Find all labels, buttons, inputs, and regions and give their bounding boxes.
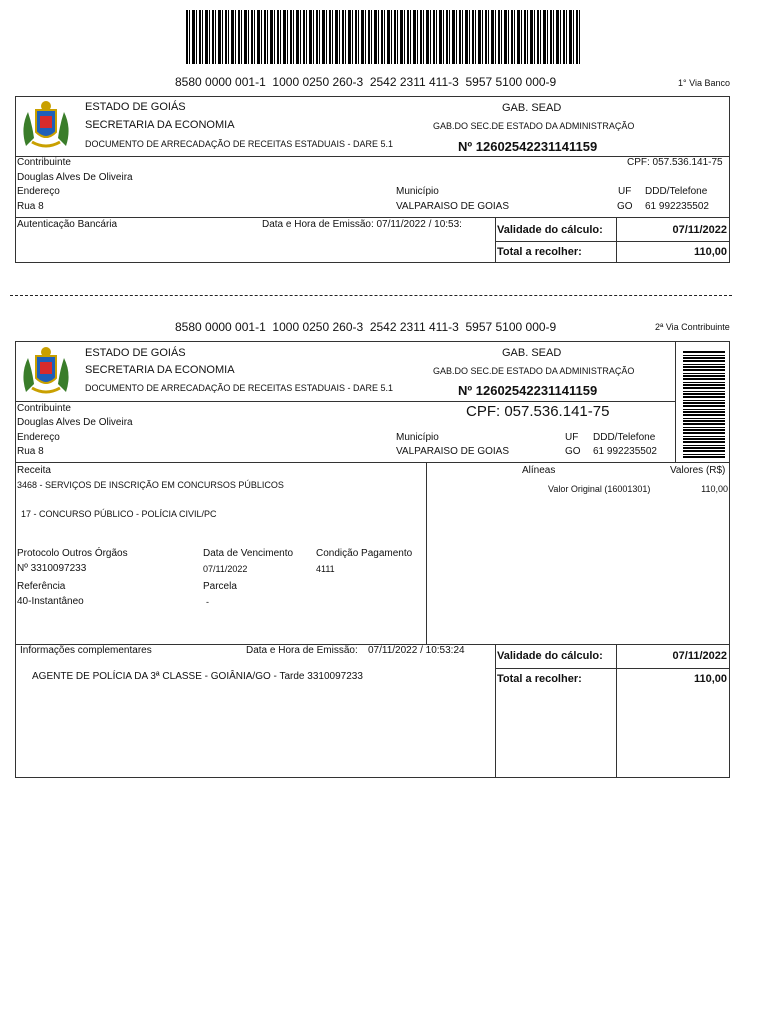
endereco-label: Endereço	[17, 186, 60, 197]
cut-line	[10, 295, 732, 296]
receita-label: Receita	[17, 465, 51, 476]
emission-datetime: Data e Hora de Emissão: 07/11/2022 / 10:53:	[262, 219, 462, 230]
referencia: 40-Instantâneo	[17, 596, 84, 607]
document-type: DOCUMENTO DE ARRECADAÇÃO DE RECEITAS ESTADUAIS - DARE 5.1	[85, 139, 394, 149]
valor-original: 110,00	[701, 484, 728, 494]
municipio: VALPARAISO DE GOIAS	[396, 201, 509, 212]
office-name: GAB. SEAD	[502, 102, 562, 114]
office-name: GAB. SEAD	[502, 347, 562, 359]
uf: GO	[565, 446, 581, 457]
contributor-name: Douglas Alves De Oliveira	[17, 172, 133, 183]
total-label: Total a recolher:	[497, 246, 582, 258]
condicao-label: Condição Pagamento	[316, 548, 413, 559]
info-label: Informações complementares	[20, 645, 152, 656]
validade-label: Validade do cálculo:	[497, 224, 603, 236]
uf-label: UF	[618, 186, 632, 197]
secretariat-name: SECRETARIA DA ECONOMIA	[85, 364, 235, 376]
cpf: CPF: 057.536.141-75	[466, 403, 610, 420]
goias-coat-of-arms-icon	[18, 344, 74, 396]
referencia-label: Referência	[17, 581, 66, 592]
document-number: Nº 12602542231141159	[458, 383, 598, 398]
phone: 61 992235502	[645, 201, 709, 212]
additional-info: AGENTE DE POLÍCIA DA 3ª CLASSE - GOIÂNIA/GO - Tarde 3310097233	[32, 671, 363, 682]
vencimento-label: Data de Vencimento	[203, 548, 294, 559]
protocolo-label: Protocolo Outros Órgãos	[17, 548, 128, 559]
validade-label: Validade do cálculo:	[497, 650, 603, 662]
total-label: Total a recolher:	[497, 673, 582, 685]
municipio: VALPARAISO DE GOIAS	[396, 446, 509, 457]
valores-label: Valores (R$)	[670, 465, 726, 476]
concurso: 17 - CONCURSO PÚBLICO - POLÍCIA CIVIL/PC	[21, 509, 217, 519]
parcela: -	[206, 597, 209, 607]
barcode-digits: 8580 0000 001-1 1000 0250 260-3 2542 2311 411-3 5957 5100 000-9	[175, 320, 557, 334]
total-amount: 110,00	[693, 246, 727, 258]
validade-date: 07/11/2022	[672, 650, 727, 662]
goias-coat-of-arms-icon	[18, 98, 74, 150]
municipio-label: Município	[396, 186, 439, 197]
emission-datetime: 07/11/2022 / 10:53:24	[368, 645, 465, 656]
document-type: DOCUMENTO DE ARRECADAÇÃO DE RECEITAS ESTADUAIS - DARE 5.1	[85, 383, 394, 393]
condicao: 4111	[316, 564, 335, 574]
valor-original-label: Valor Original (16001301)	[548, 484, 651, 494]
phone-label: DDD/Telefone	[593, 432, 656, 443]
via-label: 1° Via Banco	[678, 78, 730, 88]
uf: GO	[617, 201, 633, 212]
phone-label: DDD/Telefone	[645, 186, 708, 197]
secretariat-name: SECRETARIA DA ECONOMIA	[85, 119, 235, 131]
document-number: Nº 12602542231141159	[458, 139, 598, 154]
protocolo: Nº 3310097233	[17, 563, 87, 574]
contribuinte-label: Contribuinte	[17, 157, 71, 168]
barcode-digits: 8580 0000 001-1 1000 0250 260-3 2542 2311 411-3 5957 5100 000-9	[175, 75, 557, 89]
via-label: 2ª Via Contribuinte	[655, 322, 730, 332]
endereco-label: Endereço	[17, 432, 60, 443]
office-full-name: GAB.DO SEC.DE ESTADO DA ADMINISTRAÇÃO	[433, 121, 635, 131]
office-full-name: GAB.DO SEC.DE ESTADO DA ADMINISTRAÇÃO	[433, 366, 635, 376]
address: Rua 8	[17, 201, 44, 212]
total-amount: 110,00	[693, 673, 727, 685]
contributor-name: Douglas Alves De Oliveira	[17, 417, 133, 428]
state-name: ESTADO DE GOIÁS	[85, 347, 186, 359]
validade-date: 07/11/2022	[672, 224, 727, 236]
side-barcode	[683, 350, 725, 458]
vencimento: 07/11/2022	[203, 564, 248, 574]
phone: 61 992235502	[593, 446, 657, 457]
municipio-label: Município	[396, 432, 439, 443]
receita: 3468 - SERVIÇOS DE INSCRIÇÃO EM CONCURSOS PÚBLICOS	[17, 480, 284, 490]
bank-auth-label: Autenticação Bancária	[17, 219, 118, 230]
cpf: CPF: 057.536.141-75	[627, 157, 723, 168]
state-name: ESTADO DE GOIÁS	[85, 101, 186, 113]
uf-label: UF	[565, 432, 579, 443]
contribuinte-label: Contribuinte	[17, 403, 71, 414]
alineas-label: Alíneas	[522, 465, 556, 476]
emission-label: Data e Hora de Emissão:	[246, 645, 358, 656]
parcela-label: Parcela	[203, 581, 237, 592]
dare-form-contributor	[15, 341, 730, 778]
barcode	[186, 10, 582, 64]
address: Rua 8	[17, 446, 44, 457]
